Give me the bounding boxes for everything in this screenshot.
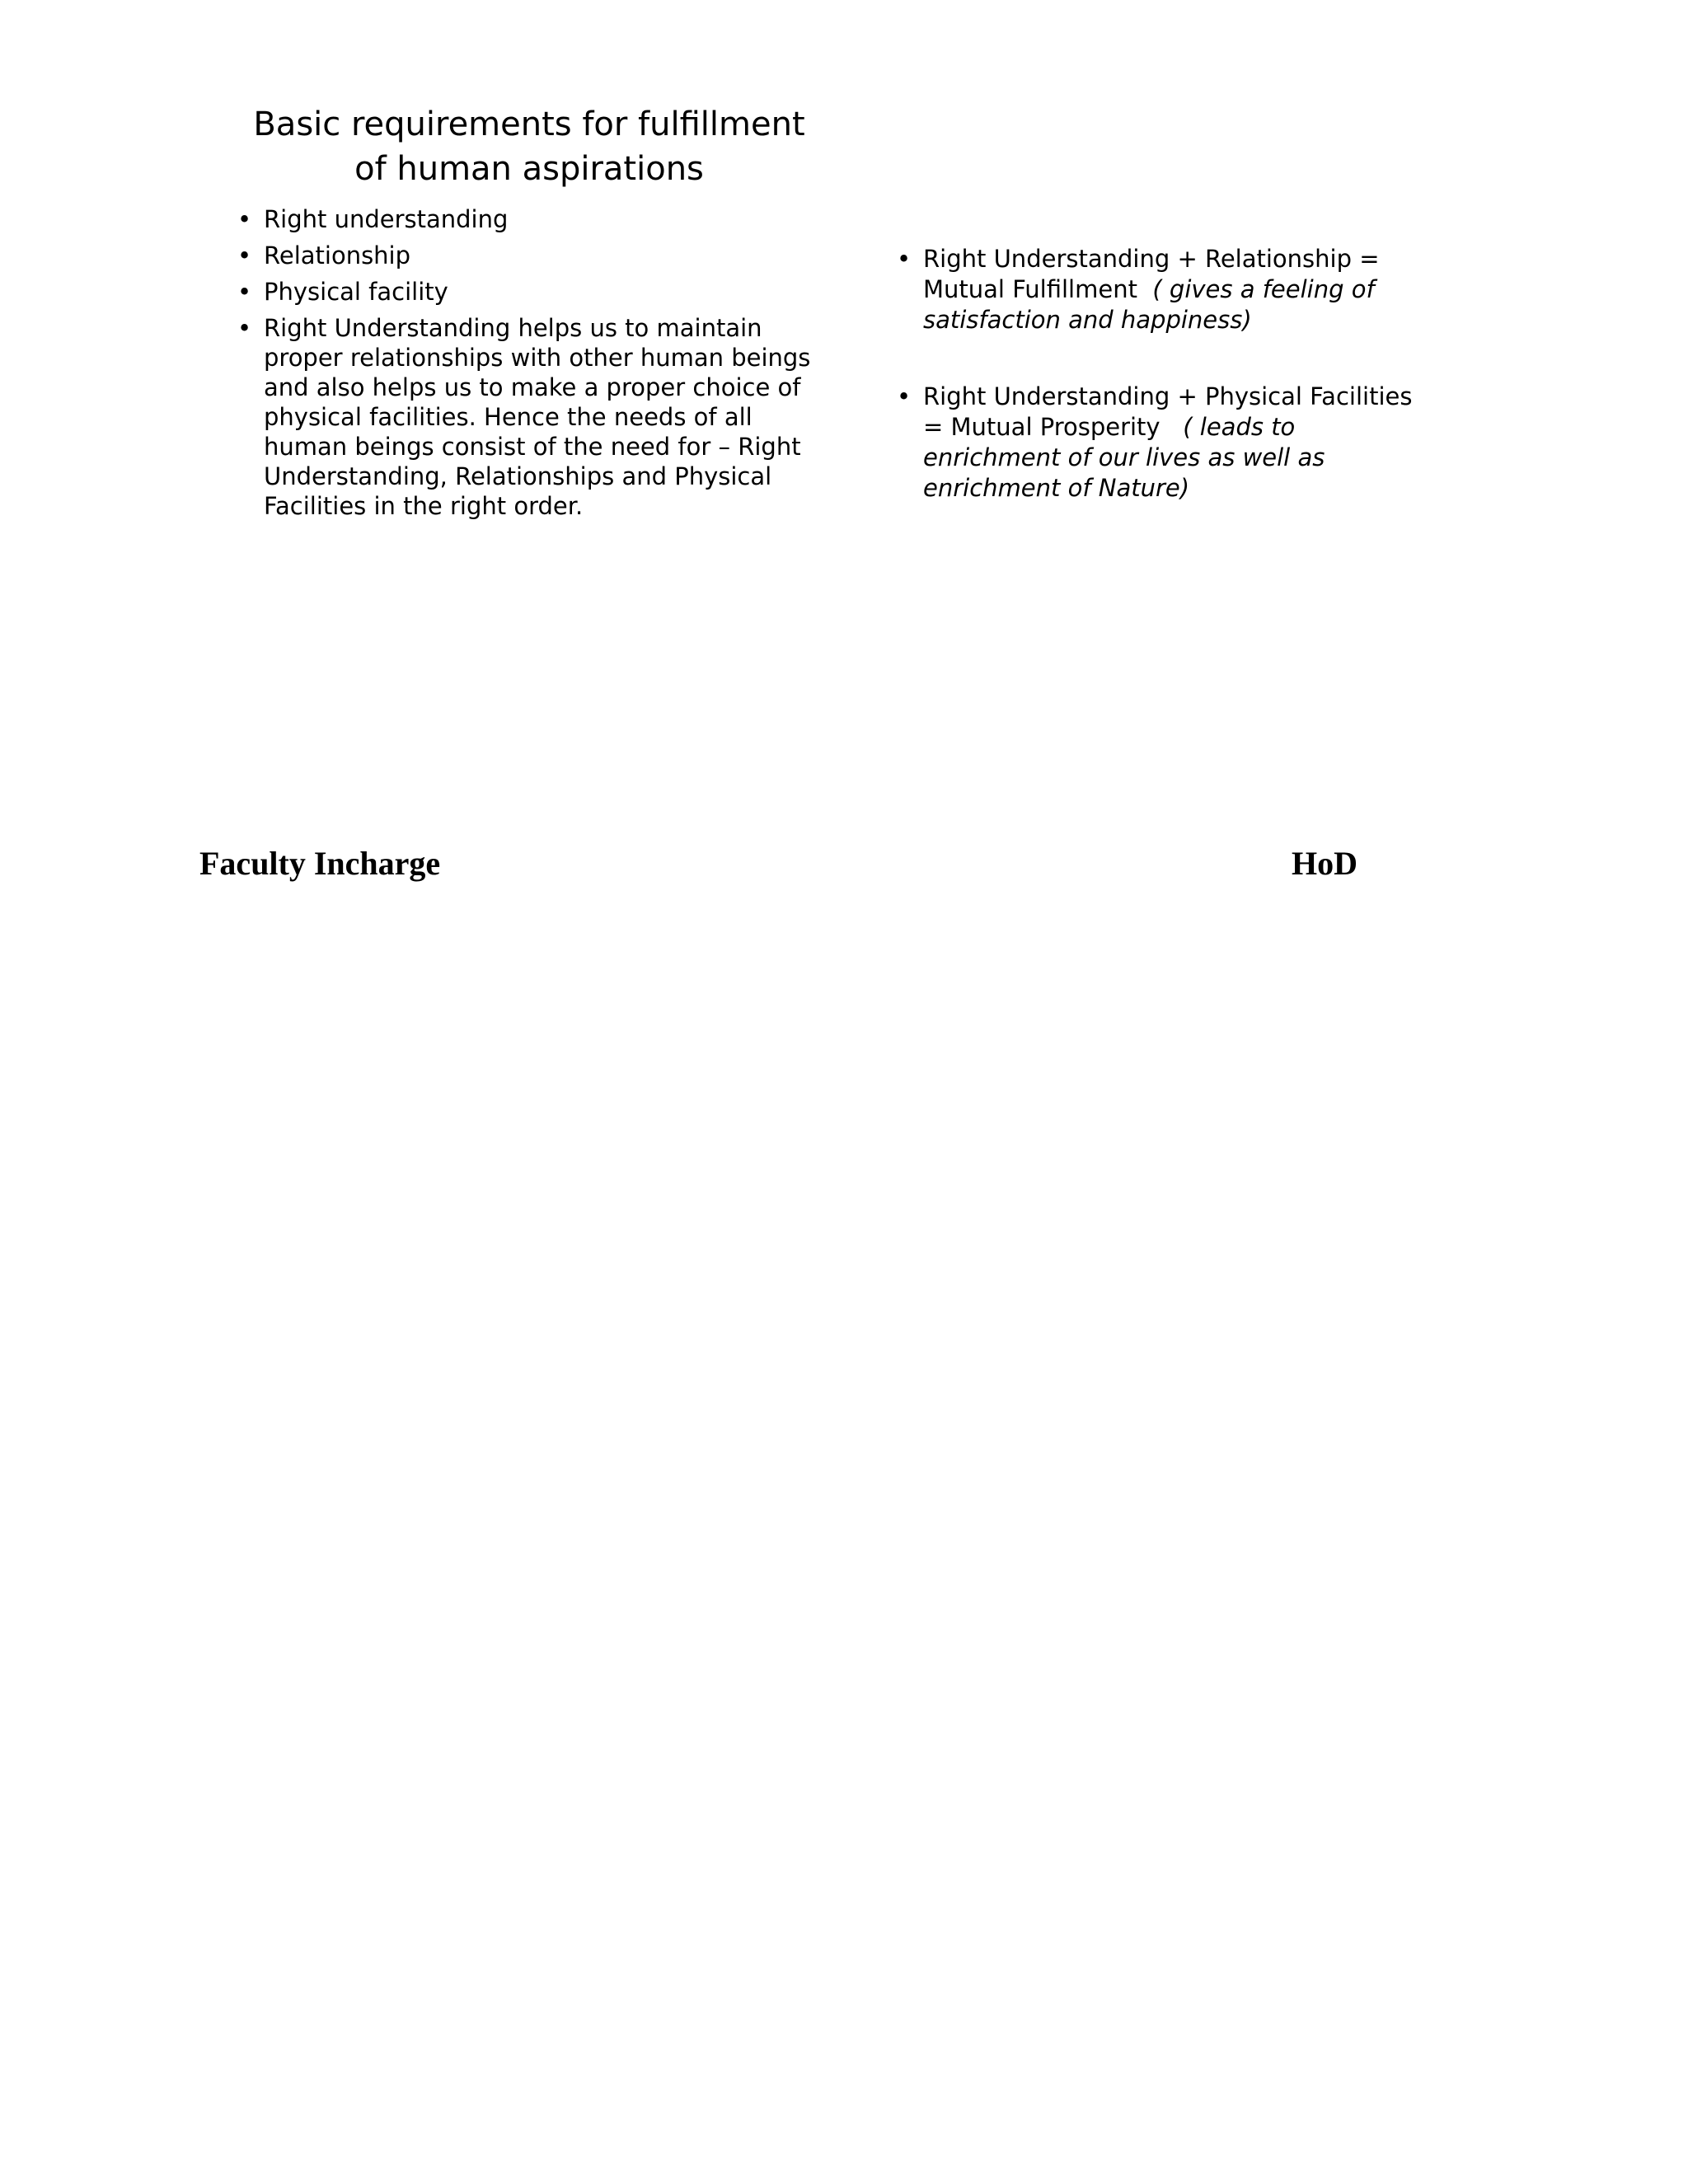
- equation-text: Right Understanding + Physical Facilities = Mutual Prosperity: [923, 382, 1413, 441]
- list-item: • Physical facility: [237, 277, 831, 307]
- list-item: [897, 382, 1432, 504]
- faculty-incharge-signature: Faculty Incharge: [199, 845, 441, 882]
- list-item: • Relationship: [237, 241, 831, 270]
- list-item: • Right Understanding helps us to maintain proper relationships with other human beings and also helps us to make a proper choice of physical facilities. Hence the needs of all human beings consist of the need for – Right Understanding, Relationships and Physical Facilities in the right order.: [237, 313, 831, 521]
- requirements-list: [237, 204, 831, 527]
- equation-note: ( leads to enrichment of our lives as well as enrichment of Nature): [923, 413, 1325, 502]
- equation-note: ( gives a feeling of satisfaction and happiness): [923, 275, 1375, 334]
- list-item: • Right understanding: [237, 204, 831, 234]
- equation-text: Right Understanding + Relationship = Mutual Fulfillment: [923, 245, 1380, 303]
- equations-list: [897, 244, 1432, 550]
- hod-signature: HoD: [1292, 845, 1357, 882]
- slide-title: Basic requirements for fulfillment of human aspirations: [253, 105, 805, 188]
- list-item: [897, 244, 1432, 335]
